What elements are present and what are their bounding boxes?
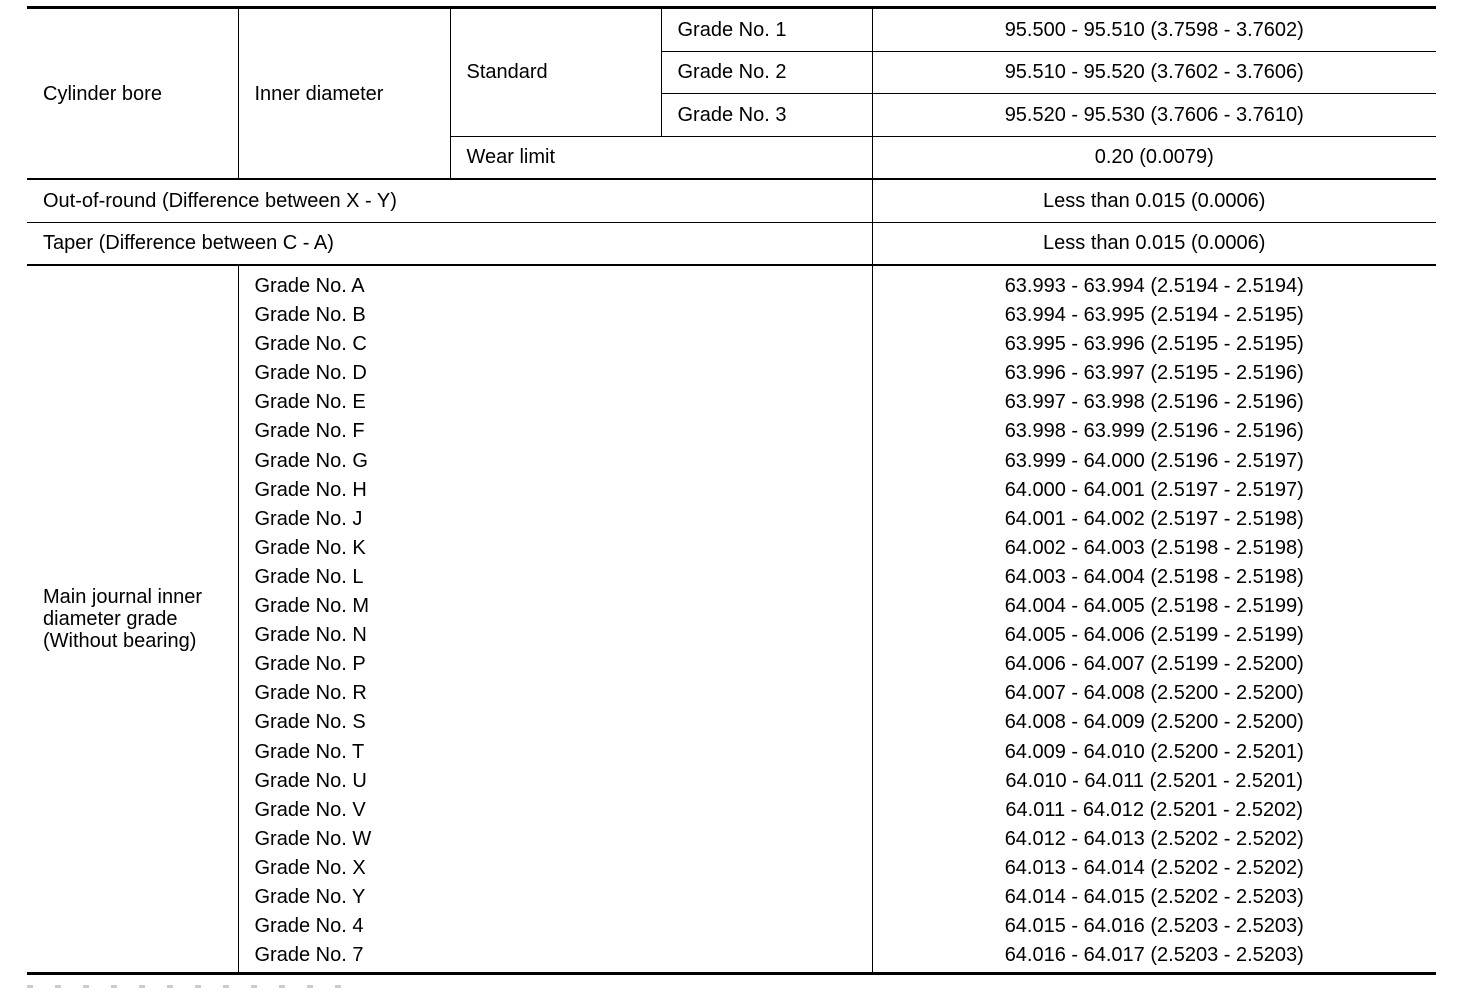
list-item: 64.012 - 64.013 (2.5202 - 2.5202) — [1004, 827, 1304, 850]
taper-value: Less than 0.015 (0.0006) — [872, 222, 1436, 265]
list-item: 64.006 - 64.007 (2.5199 - 2.5200) — [1004, 653, 1304, 676]
list-item: Grade No. J — [254, 507, 363, 530]
list-item: Grade No. D — [254, 362, 367, 385]
list-item: 64.000 - 64.001 (2.5197 - 2.5197) — [1004, 478, 1304, 501]
list-item: Grade No. A — [254, 275, 365, 297]
list-item: Grade No. U — [254, 769, 367, 792]
list-item: 64.003 - 64.004 (2.5198 - 2.5198) — [1004, 565, 1304, 588]
list-item: Grade No. W — [254, 827, 372, 850]
standard-label: Standard — [450, 8, 661, 137]
list-item: 64.015 - 64.016 (2.5203 - 2.5203) — [1004, 915, 1304, 938]
main-journal-value-list-cell — [872, 265, 1436, 974]
main-journal-grade-list-cell — [238, 265, 872, 974]
list-item: Grade No. H — [254, 478, 367, 501]
taper-label: Taper (Difference between C - A) — [27, 222, 872, 265]
list-item: 64.016 - 64.017 (2.5203 - 2.5203) — [1004, 944, 1304, 967]
list-item: 63.993 - 63.994 (2.5194 - 2.5194) — [1004, 275, 1304, 297]
list-item: 63.999 - 64.000 (2.5196 - 2.5197) — [1004, 449, 1304, 472]
grade-value: 95.510 - 95.520 (3.7602 - 3.7606) — [872, 51, 1436, 94]
list-item: Grade No. K — [254, 536, 366, 559]
list-item: 63.994 - 63.995 (2.5194 - 2.5195) — [1004, 304, 1304, 327]
list-item: Grade No. Y — [254, 885, 366, 908]
list-item: Grade No. X — [254, 856, 366, 879]
list-item: Grade No. F — [254, 420, 365, 443]
list-item: 63.998 - 63.999 (2.5196 - 2.5196) — [1004, 420, 1304, 443]
out-of-round-value: Less than 0.015 (0.0006) — [872, 179, 1436, 222]
list-item: 64.009 - 64.010 (2.5200 - 2.5201) — [1004, 740, 1304, 763]
list-item: Grade No. L — [254, 565, 364, 588]
list-item: Grade No. N — [254, 624, 367, 647]
cylinder-bore-label: Cylinder bore — [27, 8, 238, 180]
main-journal-label: Main journal inner diameter grade (Without bearing) — [27, 265, 238, 974]
table-row — [27, 265, 1436, 974]
list-item: 64.002 - 64.003 (2.5198 - 2.5198) — [1004, 536, 1304, 559]
list-item: Grade No. P — [254, 653, 366, 676]
list-item: 64.010 - 64.011 (2.5201 - 2.5201) — [1005, 769, 1304, 792]
grade-label: Grade No. 1 — [661, 8, 872, 52]
list-item: 64.004 - 64.005 (2.5198 - 2.5199) — [1004, 595, 1304, 618]
list-item: Grade No. G — [254, 449, 368, 472]
list-item: 64.014 - 64.015 (2.5202 - 2.5203) — [1004, 885, 1304, 908]
spec-table — [27, 6, 1436, 975]
list-item: Grade No. M — [254, 595, 369, 618]
inner-diameter-label: Inner diameter — [238, 8, 450, 180]
list-item: 64.011 - 64.012 (2.5201 - 2.5202) — [1005, 798, 1304, 821]
list-item: Grade No. V — [254, 798, 366, 821]
grade-label: Grade No. 2 — [661, 51, 872, 94]
faded-rule-marks — [27, 985, 587, 991]
list-item: Grade No. T — [254, 740, 365, 763]
wear-limit-value: 0.20 (0.0079) — [872, 136, 1436, 179]
list-item: Grade No. C — [254, 333, 367, 356]
list-item: 64.008 - 64.009 (2.5200 - 2.5200) — [1004, 711, 1304, 734]
list-item: Grade No. 7 — [254, 944, 364, 967]
list-item: 63.996 - 63.997 (2.5195 - 2.5196) — [1004, 362, 1304, 385]
out-of-round-label: Out-of-round (Difference between X - Y) — [27, 179, 872, 222]
list-item: Grade No. 4 — [254, 915, 364, 938]
main-journal-grade-list — [255, 272, 872, 970]
list-item: 63.997 - 63.998 (2.5196 - 2.5196) — [1004, 391, 1304, 414]
main-journal-value-list — [873, 272, 1437, 970]
table-row — [27, 179, 1436, 222]
grade-value: 95.520 - 95.530 (3.7606 - 3.7610) — [872, 94, 1436, 137]
list-item: 64.013 - 64.014 (2.5202 - 2.5202) — [1004, 856, 1304, 879]
list-item: Grade No. S — [254, 711, 366, 734]
list-item: 64.007 - 64.008 (2.5200 - 2.5200) — [1004, 682, 1304, 705]
list-item: Grade No. E — [254, 391, 366, 414]
wear-limit-label: Wear limit — [450, 136, 872, 179]
list-item: 63.995 - 63.996 (2.5195 - 2.5195) — [1004, 333, 1304, 356]
grade-value: 95.500 - 95.510 (3.7598 - 3.7602) — [872, 8, 1436, 52]
list-item: Grade No. R — [254, 682, 367, 705]
grade-label: Grade No. 3 — [661, 94, 872, 137]
list-item: 64.001 - 64.002 (2.5197 - 2.5198) — [1004, 507, 1304, 530]
list-item: 64.005 - 64.006 (2.5199 - 2.5199) — [1004, 624, 1304, 647]
list-item: Grade No. B — [254, 304, 366, 327]
table-row — [27, 8, 1436, 52]
table-row — [27, 222, 1436, 265]
